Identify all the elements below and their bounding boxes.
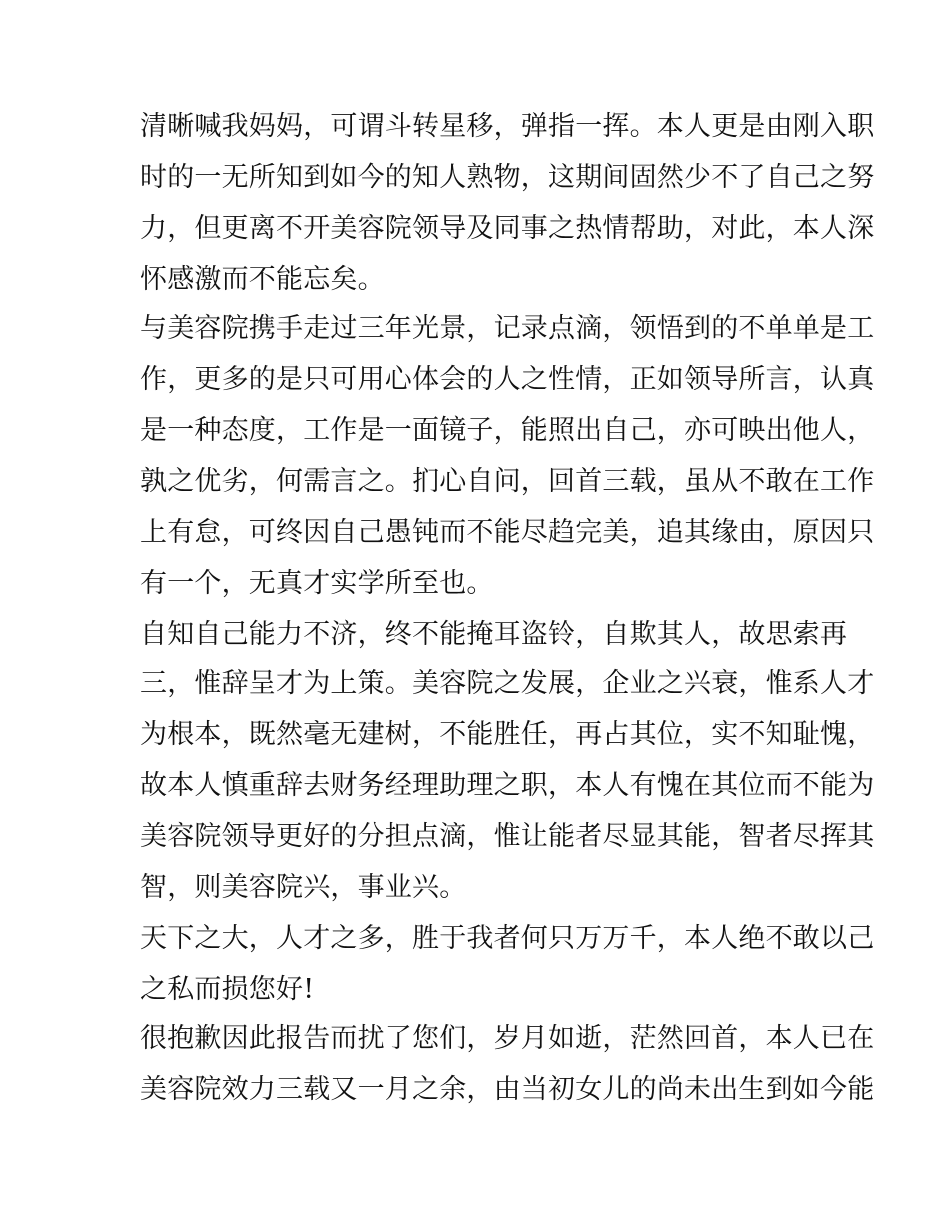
text-line: 上有怠，可终因自己愚钝而不能尽趋完美，追其缘由，原因只 (140, 517, 875, 548)
text-line: 美容院效力三载又一月之余，由当初女儿的尚未出生到如今能 (140, 1074, 875, 1105)
text-line: 智，则美容院兴，事业兴。 (140, 872, 467, 903)
text-line: 很抱歉因此报告而扰了您们，岁月如逝，茫然回首，本人已在 (140, 1023, 875, 1054)
text-line: 时的一无所知到如今的知人熟物，这期间固然少不了自己之努 (140, 162, 875, 193)
text-line: 与美容院携手走过三年光景，记录点滴，领悟到的不单单是工 (140, 313, 875, 344)
text-line: 三，惟辞呈才为上策。美容院之发展，企业之兴衰，惟系人才 (140, 668, 875, 699)
text-line: 有一个，无真才实学所至也。 (140, 568, 494, 599)
text-line: 清晰喊我妈妈，可谓斗转星移，弹指一挥。本人更是由刚入职 (140, 111, 875, 142)
text-line: 天下之大，人才之多，胜于我者何只万万千，本人绝不敢以己 (140, 923, 875, 954)
text-line: 为根本，既然毫无建树，不能胜任，再占其位，实不知耻愧， (140, 719, 875, 750)
text-line: 力，但更离不开美容院领导及同事之热情帮助，对此，本人深 (140, 213, 875, 244)
text-line: 是一种态度，工作是一面镜子，能照出自己，亦可映出他人， (140, 415, 875, 446)
text-line: 自知自己能力不济，终不能掩耳盗铃，自欺其人，故思索再 (140, 619, 848, 650)
text-line: 故本人慎重辞去财务经理助理之职，本人有愧在其位而不能为 (140, 770, 875, 801)
text-line: 怀感激而不能忘矣。 (140, 264, 385, 295)
text-line: 孰之优劣，何需言之。扪心自问，回首三载，虽从不敢在工作 (140, 466, 875, 497)
text-line: 作，更多的是只可用心体会的人之性情，正如领导所言，认真 (140, 364, 875, 395)
text-line: 美容院领导更好的分担点滴，惟让能者尽显其能，智者尽挥其 (140, 821, 875, 852)
text-line: 之私而损您好! (140, 974, 315, 1005)
